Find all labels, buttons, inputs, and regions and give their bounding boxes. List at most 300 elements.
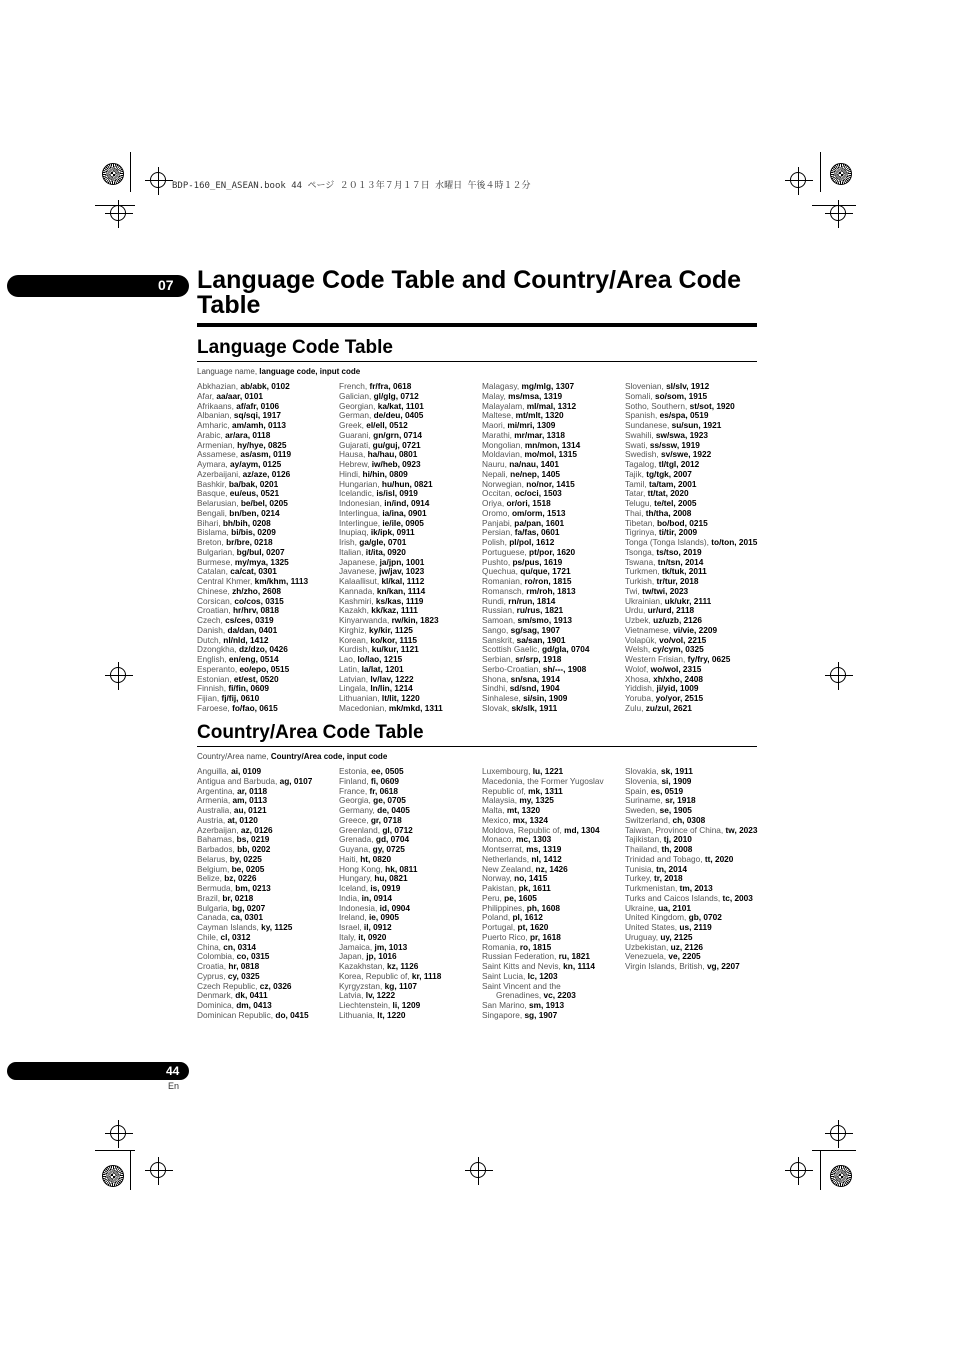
entry-code: ga/gle, 0701: [359, 537, 407, 547]
entry-name: Taiwan, Province of China,: [625, 824, 726, 835]
entry-name: Korea, Republic of,: [339, 970, 412, 981]
entry-code: mk, 1311: [528, 785, 563, 796]
entry-code: iw/heb, 0923: [371, 459, 421, 469]
entry-code: az, 0126: [240, 824, 273, 835]
entry-name: Polish,: [482, 537, 510, 547]
entry-code: il, 0912: [363, 922, 392, 932]
entry-name: Persian,: [482, 527, 515, 538]
entry-name: Peru,: [482, 892, 505, 903]
entry-name: Tatar,: [625, 488, 648, 499]
entry-code: lt, 1220: [377, 1009, 406, 1020]
entry-name: Swati,: [625, 439, 650, 450]
entry-code: ai, 0109: [231, 766, 262, 776]
entry-code: tn/tsn, 2014: [657, 556, 704, 567]
entry-name: United Kingdom,: [625, 912, 689, 923]
entry-name: Telugu,: [625, 498, 655, 508]
entry-name: Tswana,: [625, 556, 658, 567]
entry-name: Saint Vincent and the: [482, 980, 561, 991]
entry-name: Malayalam,: [482, 400, 527, 411]
entry-code: bg, 0207: [232, 902, 266, 913]
entry-name: Republic of,: [482, 785, 529, 796]
entry-code: es, 0519: [650, 785, 684, 796]
entry-name: Malagasy,: [482, 381, 522, 391]
entry-code: sd/snd, 1904: [509, 683, 560, 694]
entry-name: Turkey,: [625, 873, 655, 884]
entry-code: zh/zho, 2608: [232, 585, 281, 596]
code-entry: [482, 1011, 622, 1021]
entry-name: Saint Kitts and Nevis,: [482, 961, 564, 971]
entry-code: is/isl, 0919: [376, 488, 418, 499]
entry-name: Uzbekistan,: [625, 941, 671, 952]
entry-code: sh/---, 1908: [542, 663, 587, 674]
entry-name: Latvia,: [339, 990, 366, 1001]
entry-name: Afar,: [197, 390, 217, 401]
entry-code: br, 0218: [222, 892, 254, 903]
entry-code: no/nor, 1415: [526, 478, 575, 489]
language-section-title: Language Code Table: [197, 337, 394, 358]
entry-name: Kyrgyzstan,: [339, 980, 385, 991]
entry-name: Haiti,: [339, 853, 361, 864]
entry-code: ab/abk, 0102: [240, 381, 290, 391]
entry-code: at, 0120: [227, 814, 258, 825]
entry-code: ay/aym, 0125: [230, 459, 282, 469]
entry-code: km/khm, 1113: [254, 576, 309, 586]
entry-name: Scottish Gaelic,: [482, 644, 542, 655]
entry-name: Zulu,: [625, 702, 646, 713]
entry-code: tw/twi, 2023: [642, 585, 689, 596]
entry-name: Kinyarwanda,: [339, 615, 392, 625]
entry-code: bo/bod, 0215: [656, 517, 708, 528]
page-number: 44: [166, 1064, 180, 1078]
entry-name: Russian,: [482, 605, 517, 616]
entry-code: ch, 0308: [672, 814, 706, 825]
entry-code: nl, 1412: [531, 853, 562, 864]
entry-name: Virgin Islands, British,: [625, 961, 707, 971]
country-column: [339, 767, 479, 1021]
entry-code: mn/mon, 1314: [524, 439, 581, 450]
entry-code: ky/kir, 1125: [368, 624, 413, 635]
entry-name: Bermuda,: [197, 883, 236, 893]
entry-code: jp, 1016: [366, 951, 397, 962]
entry-name: Bashkir,: [197, 478, 229, 489]
entry-name: Tunisia,: [625, 863, 657, 874]
entry-code: tk/tuk, 2011: [662, 566, 707, 577]
entry-code: gl, 0712: [382, 824, 413, 835]
entry-code: ba/bak, 0201: [228, 478, 279, 489]
entry-code: gy, 0725: [372, 844, 405, 854]
code-entry: [339, 704, 479, 714]
entry-name: Dominican Republic,: [197, 1009, 276, 1020]
entry-name: France,: [339, 785, 370, 796]
entry-code: yo/yor, 2515: [655, 693, 704, 703]
entry-name: Kazakh,: [339, 605, 372, 616]
entry-code: ts/tso, 2019: [656, 546, 702, 557]
entry-name: Tonga (Tonga Islands),: [625, 537, 712, 547]
entry-code: pa/pan, 1601: [514, 517, 565, 528]
entry-name: Urdu,: [625, 605, 648, 616]
entry-name: Romania,: [482, 941, 520, 952]
entry-name: Trinidad and Tobago,: [625, 853, 705, 864]
country-column: [197, 767, 337, 1021]
entry-code: sa/san, 1901: [516, 634, 566, 645]
entry-code: sq/sqi, 1917: [233, 410, 281, 421]
entry-name: Twi,: [625, 585, 643, 596]
entry-code: bz, 0226: [224, 873, 257, 884]
registration-mark-icon: [790, 1162, 806, 1178]
country-section-title: Country/Area Code Table: [197, 722, 424, 743]
entry-name: Tajikistan,: [625, 834, 664, 845]
entry-name: Portuguese,: [482, 546, 530, 557]
entry-name: Tsonga,: [625, 546, 657, 557]
entry-name: Nepali,: [482, 468, 511, 479]
chapter-number: 07: [158, 277, 174, 293]
entry-name: Lithuania,: [339, 1009, 378, 1020]
entry-code: to/ton, 2015: [711, 537, 758, 547]
entry-code: no, 1415: [514, 873, 548, 884]
entry-code: de/deu, 0405: [373, 410, 424, 421]
entry-name: Georgia,: [339, 795, 374, 806]
entry-code: ky, 1125: [261, 922, 293, 932]
entry-name: Turkish,: [625, 576, 657, 586]
entry-name: Israel,: [339, 922, 364, 932]
entry-name: Dominica,: [197, 1000, 237, 1010]
legend-name: Language name,: [197, 367, 260, 376]
entry-name: Tigrinya,: [625, 527, 659, 538]
registration-mark-icon: [110, 1125, 126, 1141]
entry-name: Chinese,: [197, 585, 233, 596]
section-rule: [197, 746, 757, 747]
entry-name: Irish,: [339, 537, 360, 547]
entry-name: Tagalog,: [625, 459, 659, 469]
entry-code: st/sot, 1920: [689, 400, 735, 411]
entry-name: Russian Federation,: [482, 951, 559, 962]
entry-code: gb, 0702: [688, 912, 722, 923]
entry-code: dz/dzo, 0426: [238, 644, 288, 655]
entry-code: lt/lit, 1220: [381, 693, 420, 703]
entry-code: sm, 1913: [529, 1000, 565, 1010]
entry-code: in/ind, 0914: [384, 498, 430, 508]
entry-name: Poland,: [482, 912, 513, 923]
entry-name: Latvian,: [339, 673, 371, 684]
entry-code: ha/hau, 0801: [367, 449, 418, 460]
registration-mark-icon: [470, 1162, 486, 1178]
entry-name: Abkhazian,: [197, 381, 241, 391]
entry-code: sn/sna, 1914: [510, 673, 560, 684]
entry-code: am, 0113: [232, 795, 268, 806]
entry-name: Argentina,: [197, 785, 238, 796]
entry-code: ln/lin, 1214: [370, 683, 413, 694]
entry-code: tg/tgk, 2007: [646, 468, 692, 479]
registration-mark-icon: [830, 667, 846, 683]
title-rule: [197, 323, 757, 327]
entry-name: Oriya,: [482, 498, 507, 508]
entry-name: French,: [339, 381, 370, 391]
language-column: [625, 382, 765, 714]
entry-code: id, 0904: [379, 902, 411, 913]
entry-code: en/eng, 0514: [228, 654, 279, 664]
entry-name: Spanish,: [625, 410, 660, 421]
entry-name: Aymara,: [197, 459, 231, 469]
entry-code: pk, 1611: [518, 883, 551, 893]
registration-mark-icon: [150, 172, 166, 188]
entry-name: Xhosa,: [625, 673, 654, 684]
entry-code: la/lat, 1201: [361, 663, 404, 674]
entry-name: Switzerland,: [625, 814, 673, 825]
entry-name: Moldavian,: [482, 449, 525, 460]
entry-code: fr, 0618: [369, 785, 399, 796]
language-legend: [197, 367, 360, 376]
country-column: [625, 767, 765, 972]
entry-name: China,: [197, 941, 224, 952]
entry-code: is, 0919: [370, 883, 401, 893]
entry-code: jw/jav, 1023: [379, 566, 425, 577]
entry-name: Guarani,: [339, 429, 374, 440]
entry-code: am/amh, 0113: [232, 420, 287, 430]
entry-name: Azerbaijan,: [197, 824, 241, 835]
entry-name: Yiddish,: [625, 683, 657, 694]
entry-name: Belize,: [197, 873, 225, 884]
entry-name: Slovakia,: [625, 766, 661, 776]
entry-name: Quechua,: [482, 566, 521, 577]
legend-name: Country/Area name,: [197, 752, 271, 761]
entry-name: Interlingua,: [339, 507, 383, 518]
entry-code: be, 0205: [231, 863, 265, 874]
entry-name: Macedonia, the Former Yugoslav: [482, 775, 604, 786]
entry-code: si, 1909: [661, 775, 692, 786]
entry-code: eu/eus, 0521: [229, 488, 280, 499]
code-entry: [339, 1011, 479, 1021]
registration-mark-icon: [150, 1162, 166, 1178]
entry-name: Monaco,: [482, 834, 517, 845]
entry-code: fj/fij, 0610: [221, 693, 260, 703]
entry-code: kn, 1114: [563, 961, 596, 971]
entry-name: Inupiaq,: [339, 527, 371, 538]
entry-code: sk, 1911: [660, 766, 693, 776]
entry-name: Rundi,: [482, 595, 509, 606]
entry-name: Azerbaijani,: [197, 468, 243, 479]
entry-code: tr, 2018: [654, 873, 683, 884]
entry-code: bm, 0213: [235, 883, 271, 893]
legend-code: language code, input code: [259, 367, 361, 376]
entry-name: Hebrew,: [339, 459, 372, 469]
entry-name: Volapük,: [625, 634, 660, 645]
language-column: [339, 382, 479, 714]
code-entry: [197, 704, 337, 714]
entry-name: Maori,: [482, 420, 508, 430]
entry-name: Tajik,: [625, 468, 647, 479]
entry-name: Somali,: [625, 390, 655, 401]
entry-code: tr/tur, 2018: [656, 576, 699, 586]
entry-code: pl, 1612: [512, 912, 543, 923]
entry-name: Turks and Caicos Islands,: [625, 892, 723, 903]
entry-name: Belgium,: [197, 863, 232, 874]
entry-name: Hausa,: [339, 449, 368, 460]
entry-code: fr/fra, 0618: [369, 381, 412, 391]
entry-name: Colombia,: [197, 951, 237, 962]
entry-code: pl/pol, 1612: [509, 537, 555, 547]
color-target-icon: [102, 1165, 124, 1187]
entry-code: ik/ipk, 0911: [370, 527, 415, 538]
entry-name: Croatia,: [197, 961, 229, 971]
entry-code: so/som, 1915: [654, 390, 708, 401]
entry-name: Brazil,: [197, 892, 223, 903]
entry-name: Australia,: [197, 805, 234, 815]
entry-name: Suriname,: [625, 795, 666, 806]
entry-code: tt, 2020: [704, 853, 734, 864]
entry-name: Thailand,: [625, 844, 662, 854]
entry-name: Slovenia,: [625, 775, 662, 786]
entry-code: my/mya, 1325: [234, 556, 289, 567]
entry-code: ne/nep, 1405: [510, 468, 560, 479]
entry-name: Armenian,: [197, 439, 238, 450]
entry-code: gn/grn, 0714: [373, 429, 423, 440]
entry-name: Japan,: [339, 951, 367, 962]
entry-code: pe, 1605: [504, 892, 537, 903]
entry-code: mk/mkd, 1311: [388, 702, 443, 713]
entry-code: az/aze, 0126: [242, 468, 291, 479]
entry-code: co, 0315: [236, 951, 270, 962]
entry-name: Belarus,: [197, 853, 230, 864]
registration-mark-icon: [830, 1125, 846, 1141]
entry-code: el/ell, 0512: [366, 420, 408, 430]
entry-name: Breton,: [197, 537, 227, 547]
entry-code: ms/msa, 1319: [508, 390, 563, 401]
entry-name: Netherlands,: [482, 853, 532, 864]
entry-code: tt/tat, 2020: [647, 488, 689, 499]
entry-code: om/orm, 1513: [511, 507, 566, 518]
entry-code: sr, 1918: [665, 795, 696, 806]
entry-name: Mongolian,: [482, 439, 525, 450]
entry-code: bb, 0202: [237, 844, 271, 854]
entry-code: hr, 0818: [228, 961, 260, 971]
entry-name: Liechtenstein,: [339, 1000, 393, 1010]
entry-code: ps/pus, 1619: [512, 556, 563, 567]
entry-code: sg/sag, 1907: [510, 624, 560, 635]
entry-code: sr/srp, 1918: [515, 654, 562, 664]
page-title: Language Code Table and Country/Area Code Table: [197, 266, 742, 319]
entry-code: fa/fas, 0601: [514, 527, 560, 538]
entry-name: Croatian,: [197, 605, 233, 616]
entry-name: Fijian,: [197, 693, 222, 703]
entry-name: Bulgaria,: [197, 902, 233, 913]
entry-code: ka/kat, 1101: [377, 400, 424, 411]
entry-code: rw/kin, 1823: [391, 615, 439, 625]
entry-name: Tibetan,: [625, 517, 657, 528]
entry-code: kg, 1107: [384, 980, 417, 991]
entry-code: lo/lao, 1215: [357, 654, 403, 664]
entry-name: Finland,: [339, 775, 371, 786]
entry-code: ph, 1608: [526, 902, 560, 913]
entry-name: Philippines,: [482, 902, 527, 913]
entry-name: San Marino,: [482, 1000, 530, 1010]
entry-code: or/ori, 1518: [506, 498, 551, 508]
entry-name: Norwegian,: [482, 478, 527, 489]
entry-name: Icelandic,: [339, 488, 377, 499]
entry-name: Swedish,: [625, 449, 661, 460]
entry-code: by, 0225: [229, 853, 262, 864]
entry-name: Kannada,: [339, 585, 377, 596]
entry-code: ta/tam, 2001: [648, 478, 697, 489]
entry-name: Ukraine,: [625, 902, 659, 913]
entry-code: ro, 1815: [519, 941, 552, 952]
entry-code: th, 2008: [661, 844, 693, 854]
entry-code: bg/bul, 0207: [236, 546, 285, 557]
entry-code: hu, 0821: [374, 873, 408, 884]
entry-code: it, 0920: [358, 931, 387, 942]
entry-name: Gujarati,: [339, 439, 373, 450]
entry-name: Bislama,: [197, 527, 232, 538]
entry-name: Indonesian,: [339, 498, 385, 508]
entry-code: eo/epo, 0515: [239, 663, 290, 674]
entry-code: na/nau, 1401: [509, 459, 560, 469]
entry-name: Albanian,: [197, 410, 234, 421]
entry-code: pr, 1618: [529, 931, 561, 942]
entry-name: Kazakhstan,: [339, 961, 387, 971]
entry-name: Panjabi,: [482, 517, 515, 528]
entry-code: tj, 2010: [663, 834, 692, 845]
entry-code: ml/mal, 1312: [526, 400, 577, 411]
entry-code: bn/ben, 0214: [229, 507, 280, 518]
entry-name: Serbo-Croatian,: [482, 663, 543, 674]
entry-name: Malaysia,: [482, 795, 520, 806]
entry-code: gd, 0704: [375, 834, 410, 845]
code-entry: [197, 1011, 337, 1021]
entry-name: Catalan,: [197, 566, 231, 577]
entry-name: Sweden,: [625, 805, 660, 815]
entry-code: hr/hrv, 0818: [232, 605, 279, 616]
entry-name: Sundanese,: [625, 420, 672, 430]
entry-name: Tamil,: [625, 478, 649, 489]
country-column: [482, 767, 622, 1021]
entry-name: Danish,: [197, 624, 228, 635]
entry-name: Norway,: [482, 873, 515, 884]
entry-code: fi/fin, 0609: [228, 683, 269, 694]
entry-name: Shona,: [482, 673, 511, 684]
registration-mark-icon: [110, 205, 126, 221]
entry-name: Galician,: [339, 390, 374, 401]
entry-code: kk/kaz, 1111: [371, 605, 418, 616]
entry-name: Kurdish,: [339, 644, 372, 655]
entry-code: lu, 1221: [532, 766, 564, 776]
entry-name: Slovenian,: [625, 381, 667, 391]
entry-name: Jamaica,: [339, 941, 375, 952]
entry-name: Bulgarian,: [197, 546, 237, 557]
entry-code: co/cos, 0315: [234, 595, 284, 606]
entry-name: Singapore,: [482, 1009, 525, 1020]
entry-name: United States,: [625, 922, 680, 932]
entry-code: tw, 2023: [725, 824, 758, 835]
entry-code: fy/fry, 0625: [687, 654, 731, 664]
print-header: BDP-160_EN_ASEAN.book 44 ページ ２０１３年７月１７日 水曜日 午後４時１２分: [172, 181, 531, 191]
entry-name: Lithuanian,: [339, 693, 382, 703]
entry-code: tm, 2013: [679, 883, 713, 893]
entry-name: Sanskrit,: [482, 634, 517, 645]
entry-name: Korean,: [339, 634, 371, 645]
entry-code: hi/hin, 0809: [362, 468, 408, 479]
entry-code: hk, 0811: [385, 863, 418, 874]
entry-code: ve, 2205: [668, 951, 701, 962]
entry-name: Sindhi,: [482, 683, 510, 694]
entry-code: si/sin, 1909: [523, 693, 568, 703]
entry-name: Bihari,: [197, 517, 223, 528]
entry-code: kl/kal, 1112: [381, 576, 425, 586]
entry-code: th/tha, 2008: [645, 507, 692, 518]
entry-name: Finnish,: [197, 683, 229, 694]
entry-name: Slovak,: [482, 702, 512, 713]
entry-name: Lao,: [339, 654, 358, 664]
entry-code: it/ita, 0920: [365, 546, 406, 557]
entry-code: lv, 1222: [365, 990, 396, 1001]
